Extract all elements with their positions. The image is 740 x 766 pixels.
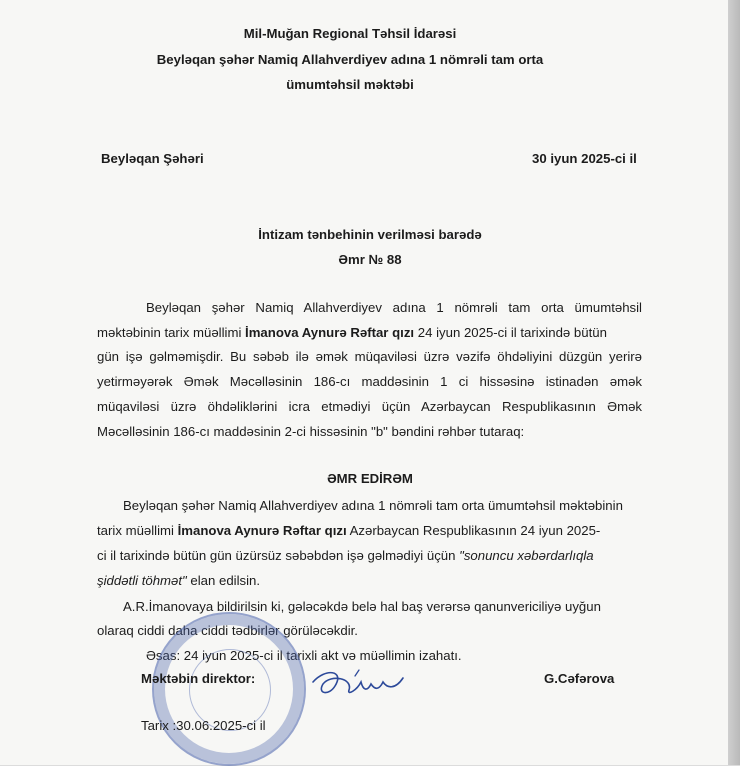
- basis-line: Əsas: 24 iyun 2025-ci il tarixli akt və müəllimin izahatı.: [146, 648, 462, 663]
- city-label: Beyləqan Şəhəri: [101, 151, 204, 166]
- official-stamp: [152, 612, 306, 766]
- header-line-3: ümumtəhsil məktəbi: [286, 77, 414, 92]
- teacher-name: İmanova Aynurə Rəftar qızı: [245, 325, 415, 340]
- decree-line-1: Beyləqan şəhər Namiq Allahverdiyev adına 1 nömrəli tam orta ümumtəhsil məktəbinin: [123, 498, 623, 513]
- preamble-line-1: Beyləqan şəhər Namiq Allahverdiyev adına 1 nömrəli tam orta ümumtəhsil: [146, 300, 642, 315]
- preamble-line-5: müqaviləsi üzrə öhdəliklərini icra etmədiyi üçün Azərbaycan Respublikasının Əmək: [97, 399, 642, 414]
- order-date: 30 iyun 2025-ci il: [532, 151, 637, 166]
- decree-line-2: tarix müəllimi İmanova Aynurə Rəftar qızı Azərbaycan Respublikasının 24 iyun 2025-: [97, 523, 601, 538]
- header-line-1: Mil-Muğan Regional Təhsil İdarəsi: [243, 26, 457, 41]
- decree-heading: ƏMR EDİRƏM: [327, 471, 413, 486]
- preamble-line-6: Məcəlləsinin 186-cı maddəsinin 2-ci hissəsinin "b" bəndini rəhbər tutaraq:: [97, 424, 525, 439]
- footer-date: Tarix :30.06.2025-ci il: [141, 718, 266, 733]
- teacher-name-decree: İmanova Aynurə Rəftar qızı: [177, 523, 347, 538]
- preamble-line-4: yetirməyərək Əmək Məcəlləsinin 186-cı maddəsinin 1 ci hissəsinə istinadən əmək: [97, 374, 642, 389]
- notice-line-2: olaraq ciddi daha ciddi tədbirlər görüləcəkdir.: [97, 623, 358, 638]
- page-edge: [728, 0, 740, 765]
- preamble-line-2: məktəbinin tarix müəllimi İmanova Aynurə Rəftar qızı 24 iyun 2025-ci il tarixində bütün: [97, 325, 607, 340]
- director-name: G.Cəfərova: [544, 671, 615, 686]
- director-signature: [305, 660, 415, 708]
- decree-line-4: şiddətli töhmət" elan edilsin.: [97, 573, 261, 588]
- director-label: Məktəbin direktor:: [141, 671, 256, 686]
- decree-line-3: ci il tarixində bütün gün üzürsüz səbəbdən işə gəlmədiyi üçün "sonuncu xəbərdarlıqla: [97, 548, 594, 563]
- header-line-2: Beyləqan şəhər Namiq Allahverdiyev adına 1 nömrəli tam orta: [156, 52, 544, 67]
- preamble-line-3: gün işə gəlməmişdir. Bu səbəb ilə əmək müqaviləsi üzrə vəzifə öhdəliyini düzgün yerirə: [97, 349, 642, 364]
- order-number: Əmr № 88: [338, 252, 402, 267]
- order-subject: İntizam tənbehinin verilməsi barədə: [258, 227, 482, 242]
- notice-line-1: A.R.İmanovaya bildirilsin ki, gələcəkdə belə hal baş verərsə qanunvericiliyə uyğun: [123, 599, 601, 614]
